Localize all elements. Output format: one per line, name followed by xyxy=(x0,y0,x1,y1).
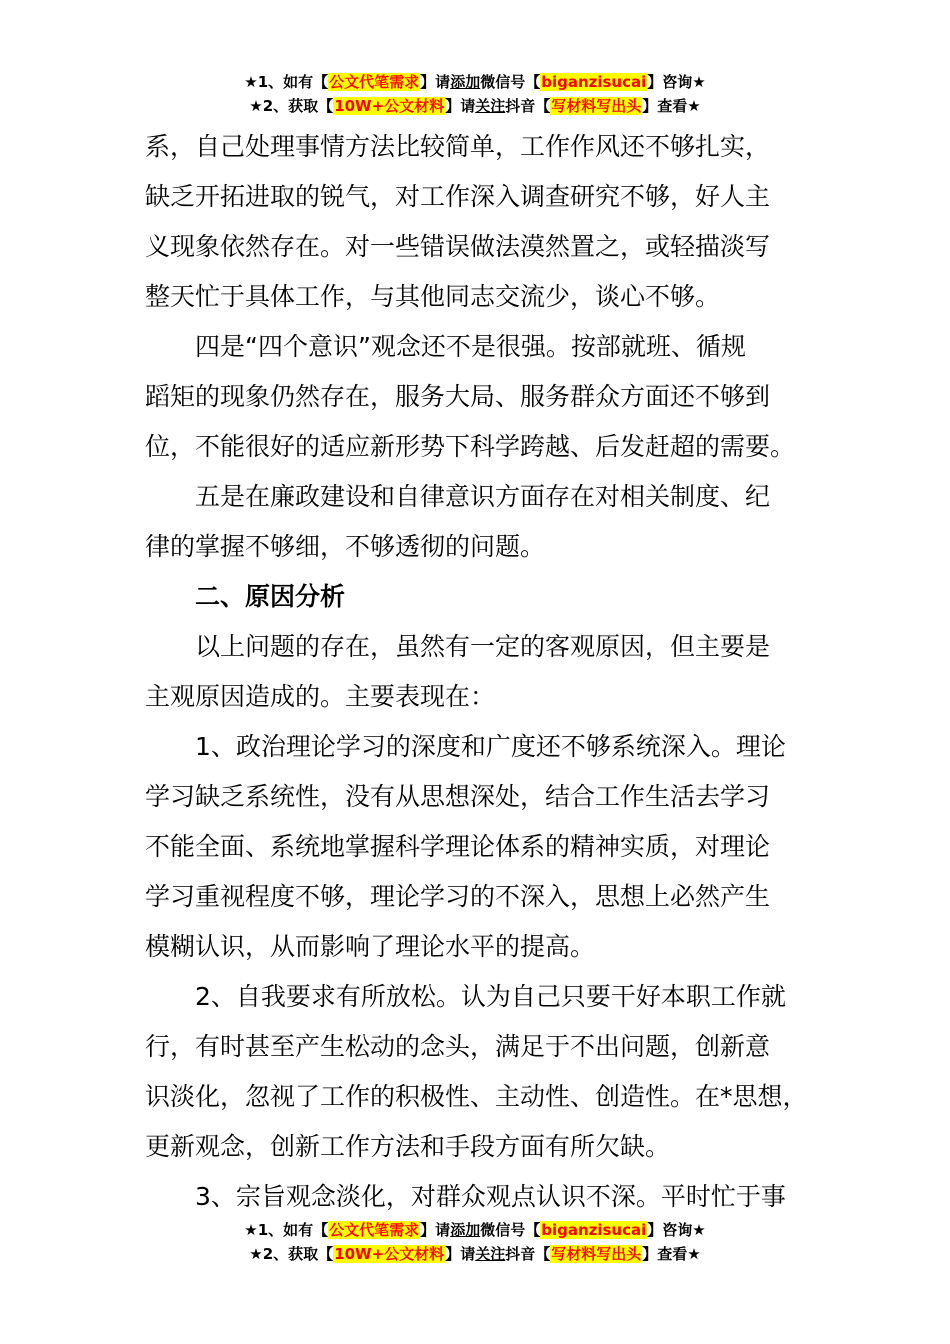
banner-highlight: 公文代笔需求 xyxy=(329,73,420,91)
banner-text: ★2、获取【 xyxy=(249,97,334,115)
body-line: 义现象依然存在。对一些错误做法漠然置之，或轻描淡写 xyxy=(145,232,771,261)
banner-highlight: 公文代笔需求 xyxy=(329,1221,420,1239)
banner-underline: 添加 xyxy=(450,1221,481,1239)
banner-text: 微信号【 xyxy=(480,73,541,91)
body-line: 识淡化，忽视了工作的积极性、主动性、创造性。在*思想， xyxy=(145,1082,808,1111)
banner-underline: 关注 xyxy=(475,1245,506,1263)
body-line: 整天忙于具体工作，与其他同志交流少，谈心不够。 xyxy=(145,282,721,311)
banner-text: 】查看★ xyxy=(642,1245,701,1263)
banner-highlight: biganzisucai xyxy=(541,73,647,91)
document-body xyxy=(145,122,810,1222)
body-line: 位，不能很好的适应新形势下科学跨越、后发赶超的需要。 xyxy=(145,432,796,461)
banner-text: ★2、获取【 xyxy=(249,1245,334,1263)
banner-line-1 xyxy=(0,70,950,94)
banner-underline: 添加 xyxy=(450,73,481,91)
banner-text: ★1、如有【 xyxy=(244,1221,329,1239)
footer-banner xyxy=(0,1218,950,1266)
banner-text: 】咨询★ xyxy=(647,73,706,91)
body-line: 行，有时甚至产生松动的念头，满足于不出问题，创新意 xyxy=(145,1032,771,1061)
body-line: 更新观念，创新工作方法和手段方面有所欠缺。 xyxy=(145,1132,671,1161)
body-line: 蹈矩的现象仍然存在，服务大局、服务群众方面还不够到 xyxy=(145,382,771,411)
body-line: 系，自己处理事情方法比较简单，工作作风还不够扎实， xyxy=(145,132,771,161)
body-line: 1、政治理论学习的深度和广度还不够系统深入。理论 xyxy=(145,732,786,761)
banner-text: 】咨询★ xyxy=(647,1221,706,1239)
body-line: 主观原因造成的。主要表现在： xyxy=(145,682,496,711)
section-heading: 二、原因分析 xyxy=(145,582,346,611)
body-line: 律的掌握不够细，不够透彻的问题。 xyxy=(145,532,546,561)
banner-text: 抖音【 xyxy=(505,1245,551,1263)
banner-highlight: 写材料写出头 xyxy=(551,1245,642,1263)
banner-line-2 xyxy=(0,94,950,118)
banner-text: 】请 xyxy=(445,97,476,115)
body-line: 四是“四个意识”观念还不是很强。按部就班、循规 xyxy=(145,332,746,361)
body-line: 2、自我要求有所放松。认为自己只要干好本职工作就 xyxy=(145,982,786,1011)
banner-underline: 关注 xyxy=(475,97,506,115)
header-banner xyxy=(0,70,950,118)
banner-text: 抖音【 xyxy=(505,97,551,115)
banner-text: 微信号【 xyxy=(480,1221,541,1239)
banner-highlight: 写材料写出头 xyxy=(551,97,642,115)
banner-text: 】查看★ xyxy=(642,97,701,115)
banner-text: 】请 xyxy=(420,1221,451,1239)
body-line: 缺乏开拓进取的锐气，对工作深入调查研究不够，好人主 xyxy=(145,182,771,211)
body-line: 模糊认识，从而影响了理论水平的提高。 xyxy=(145,932,596,961)
banner-text: ★1、如有【 xyxy=(244,73,329,91)
banner-highlight: 10W+公文材料 xyxy=(334,97,445,115)
body-line: 不能全面、系统地掌握科学理论体系的精神实质，对理论 xyxy=(145,832,771,861)
banner-text: 】请 xyxy=(445,1245,476,1263)
body-line: 学习重视程度不够，理论学习的不深入，思想上必然产生 xyxy=(145,882,771,911)
banner-line-2 xyxy=(0,1242,950,1266)
banner-highlight: biganzisucai xyxy=(541,1221,647,1239)
banner-highlight: 10W+公文材料 xyxy=(334,1245,445,1263)
banner-line-1 xyxy=(0,1218,950,1242)
banner-text: 】请 xyxy=(420,73,451,91)
body-line: 五是在廉政建设和自律意识方面存在对相关制度、纪 xyxy=(145,482,771,511)
body-line: 以上问题的存在，虽然有一定的客观原因，但主要是 xyxy=(145,632,771,661)
body-line: 学习缺乏系统性，没有从思想深处，结合工作生活去学习 xyxy=(145,782,771,811)
body-line: 3、宗旨观念淡化，对群众观点认识不深。平时忙于事 xyxy=(145,1182,786,1211)
